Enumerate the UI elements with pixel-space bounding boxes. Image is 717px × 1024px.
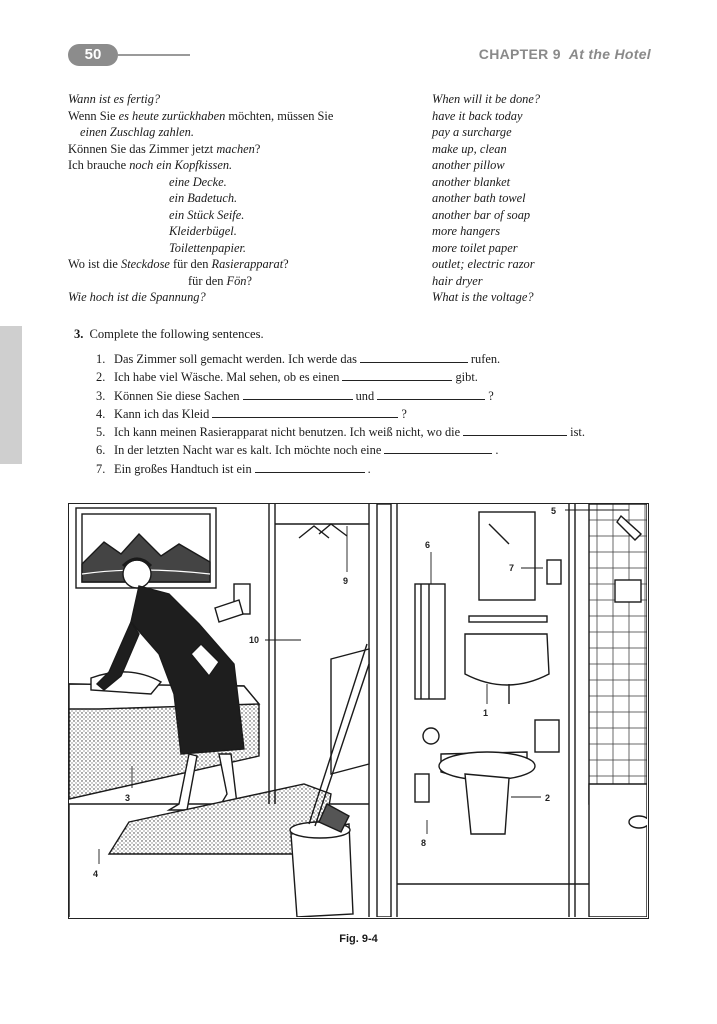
vocab-en-3: make up, clean: [432, 141, 507, 156]
answer-blank[interactable]: [342, 368, 452, 381]
exercise-item-4: 4. Kann ich das Kleid ?: [96, 406, 407, 421]
exercise-item-5: 5. Ich kann meinen Rasierapparat nicht benutzen. Ich weiß nicht, wo die ist.: [96, 425, 585, 440]
callout-3: 3: [125, 793, 131, 803]
vocab-de-12: Wie hoch ist die Spannung?: [68, 290, 206, 304]
callout-7: 7: [509, 563, 515, 573]
vocab-en-5: another blanket: [432, 174, 511, 189]
answer-blank[interactable]: [212, 405, 398, 418]
exercise-instruction: Complete the following sentences.: [89, 327, 264, 341]
callout-6: 6: [425, 540, 431, 550]
chapter-title: At the Hotel: [568, 46, 651, 62]
exercise-item-3: 3. Können Sie diese Sachen und ?: [96, 388, 494, 403]
vocab-en-9: more toilet paper: [432, 240, 518, 255]
answer-blank[interactable]: [255, 460, 365, 473]
callout-2: 2: [545, 793, 551, 803]
vocab-en-12: What is the voltage?: [432, 290, 534, 304]
chapter-label: CHAPTER 9: [478, 46, 561, 62]
callout-4: 4: [93, 869, 99, 879]
exercise-item-7: 7. Ein großes Handtuch ist ein .: [96, 461, 371, 476]
vocabulary-list: [0, 0, 717, 320]
answer-blank[interactable]: [377, 387, 485, 400]
callout-5: 5: [551, 506, 557, 516]
exercise-number: 3.: [74, 327, 84, 341]
vocab-de-1: Wenn Sie es heute zurückhaben möchten, müssen Sie: [68, 108, 334, 123]
wall-lamp: [215, 584, 250, 622]
vocab-de-5: eine Decke.: [169, 174, 227, 189]
vocab-en-1: have it back today: [432, 108, 523, 123]
vocab-de-7: ein Stück Seife.: [169, 207, 245, 222]
answer-blank[interactable]: [463, 423, 567, 436]
vocab-en-7: another bar of soap: [432, 207, 531, 222]
vocab-de-2: einen Zuschlag zahlen.: [80, 125, 194, 139]
exercise-item-1: 1. Das Zimmer soll gemacht werden. Ich werde das rufen.: [96, 352, 501, 366]
vocab-en-11: hair dryer: [432, 273, 483, 288]
illustration-svg: [69, 504, 647, 917]
exercise-item-6: 6. In der letzten Nacht war es kalt. Ich möchte noch eine .: [96, 443, 499, 458]
page-number: 50: [68, 44, 118, 66]
vocab-de-0: Wann ist es fertig?: [68, 92, 161, 106]
side-tab: [0, 326, 22, 464]
figure-caption: Fig. 9-4: [339, 933, 378, 945]
exercise-item-2: 2. Ich habe viel Wäsche. Mal sehen, ob es einen gibt.: [96, 370, 478, 385]
vocab-de-9: Toilettenpapier.: [169, 240, 246, 255]
vocab-de-4: Ich brauche noch ein Kopfkissen.: [68, 158, 233, 172]
callout-1: 1: [483, 708, 489, 718]
answer-blank[interactable]: [360, 350, 468, 363]
bathroom: [397, 504, 647, 917]
vocab-en-8: more hangers: [432, 224, 501, 238]
answer-blank[interactable]: [384, 441, 492, 454]
vocab-de-8: Kleiderbügel.: [169, 224, 237, 238]
vocab-de-10: Wo ist die Steckdose für den Rasierapparat?: [68, 257, 289, 271]
callout-9: 9: [343, 576, 349, 586]
vocab-en-4: another pillow: [432, 158, 505, 172]
exercise-list: [96, 350, 585, 478]
answer-blank[interactable]: [243, 387, 353, 400]
vocab-en-2: pay a surcharge: [432, 125, 512, 139]
exercise-heading: [74, 327, 264, 342]
callout-10: 10: [249, 635, 260, 645]
callout-8: 8: [421, 838, 427, 848]
vocab-de-6: ein Badetuch.: [169, 191, 238, 205]
vocab-de-11: für den Fön?: [188, 273, 253, 288]
hotel-room-illustration: [68, 503, 649, 919]
vocab-en-6: another bath towel: [432, 191, 526, 205]
vocab-en-10: outlet; electric razor: [432, 257, 535, 271]
vocab-de-3: Können Sie das Zimmer jetzt machen?: [68, 141, 261, 156]
vocab-en-0: When will it be done?: [432, 92, 541, 106]
